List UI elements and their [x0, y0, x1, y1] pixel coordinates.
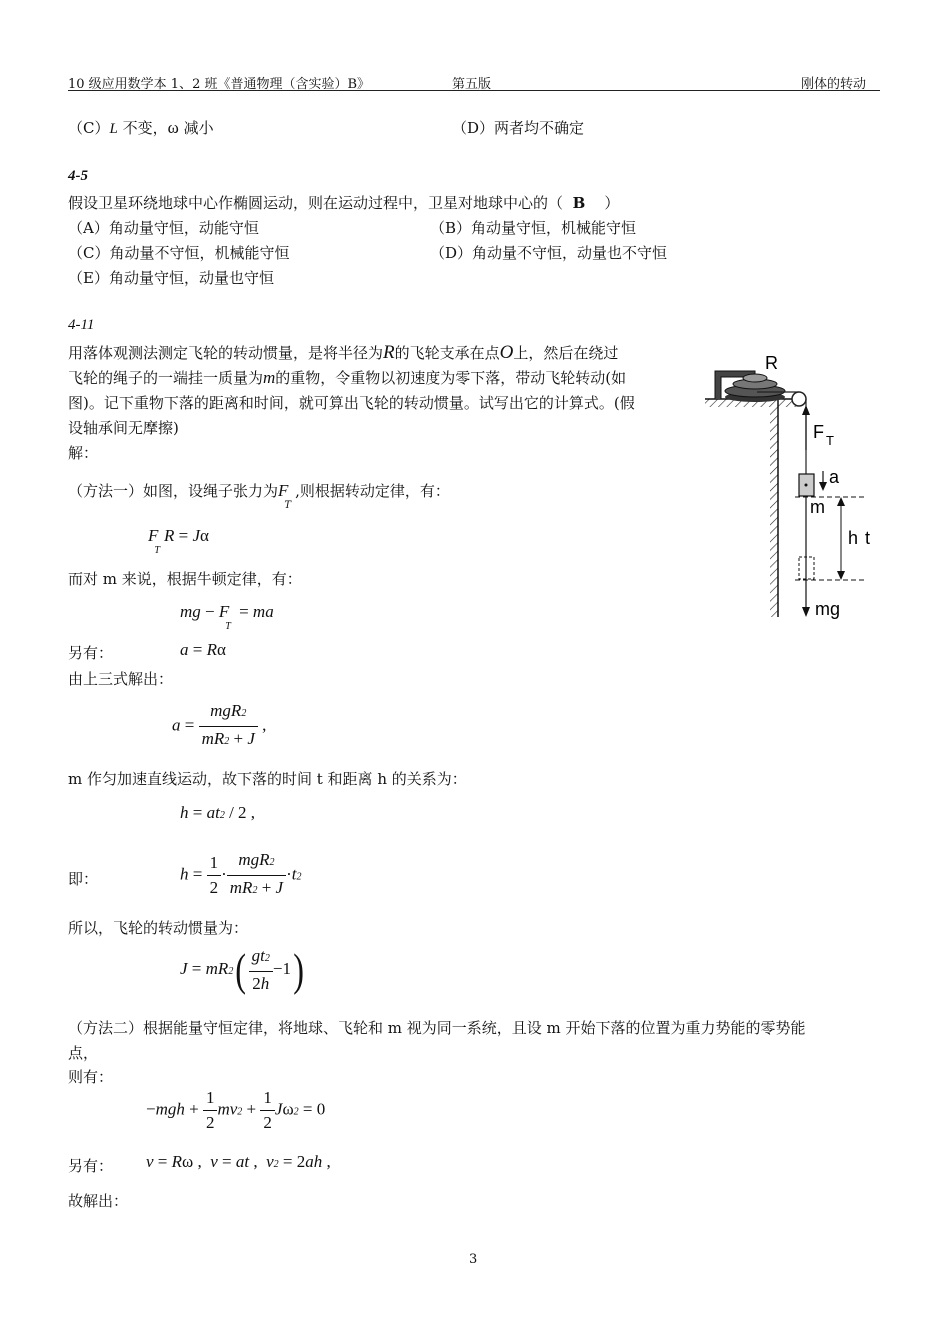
uniform-motion-text: m 作匀加速直线运动，故下落的时间 t 和距离 h 的关系为： — [68, 770, 467, 788]
newton-text: 而对 m 来说，根据牛顿定律，有： — [68, 570, 302, 588]
then-label: 则有： — [68, 1068, 114, 1086]
solution-label: 解： — [68, 444, 99, 462]
label-tension-subscript: T — [826, 433, 834, 448]
page-number: 3 — [469, 1252, 478, 1267]
prev-option-d: （D）两者均不确定 — [452, 119, 585, 137]
q45-answer: B — [572, 194, 586, 212]
equation-constraint: a = Rα — [180, 640, 226, 659]
equation-newton: mg − $F_T$ = ma — [180, 602, 274, 633]
equation-distance: h = at2 / 2 , — [180, 803, 256, 822]
q45-option-d: （D）角动量不守恒，动量也不守恒 — [430, 244, 668, 262]
label-weight: mg — [815, 599, 841, 619]
acceleration-arrowhead — [819, 482, 827, 491]
header-edition: 第五版 — [452, 77, 492, 92]
flywheel-diagram — [695, 345, 895, 630]
method1-intro: （方法一）如图，设绳子张力为$F_T$,则根据转动定律，有： — [68, 481, 450, 511]
label-height: h — [848, 528, 859, 548]
height-arrow-bottom — [837, 571, 845, 580]
label-tension: F — [813, 422, 824, 442]
q45-stem: 假设卫星环绕地球中心作椭圆运动，则在运动过程中，卫星对地球中心的（ B ） — [68, 194, 620, 212]
gravity-arrowhead — [802, 607, 810, 617]
q411-line3: 图)。记下重物下落的距离和时间，就可算出飞轮的转动惯量。试写出它的计算式。(假 — [68, 394, 635, 412]
pulley — [792, 392, 806, 406]
label-radius: R — [765, 353, 778, 373]
header-rule — [68, 90, 880, 91]
label-time: t — [865, 528, 871, 548]
solve-label-2: 故解出： — [68, 1192, 129, 1210]
label-acceleration: a — [829, 467, 840, 487]
q411-line1: 用落体观测法测定飞轮的转动惯量，是将半径为R的飞轮支承在点O上，然后在绕过 — [68, 342, 619, 363]
q411-line2: 飞轮的绳子的一端挂一质量为m的重物，令重物以初速度为零下落，带动飞轮转动(如 — [68, 368, 627, 387]
flywheel-axle-top — [743, 374, 767, 382]
equation-h-t: h = $\frac{1}{2}$ · $\frac{\text{mgR2}}{mR2 + J}$ ·t2 — [180, 850, 302, 897]
q45-option-a: （A）角动量守恒，动能守恒 — [68, 219, 259, 237]
also-label-1: 另有： — [68, 644, 114, 662]
header-course: 10 级应用数学本 1、2 班《普通物理（含实验）B》 — [68, 77, 371, 92]
q45-option-e: （E）角动量守恒，动量也守恒 — [68, 269, 274, 287]
equation-moment-of-inertia: J = mR2( $\frac{gt2}{2h}$ −1) — [180, 944, 304, 995]
q411-label: 4-11 — [68, 317, 95, 333]
label-mass: m — [810, 497, 825, 517]
tension-arrowhead — [802, 405, 810, 415]
solve-text: 由上三式解出： — [68, 670, 174, 688]
q45-option-b: （B）角动量守恒，机械能守恒 — [430, 219, 637, 237]
also-label-2: 另有： — [68, 1157, 114, 1175]
ie-label: 即： — [68, 870, 99, 888]
equation-kinematics: v = Rω , v = at , v2 = 2ah , — [146, 1152, 331, 1171]
therefore-text: 所以，飞轮的转动惯量为： — [68, 919, 249, 937]
prev-option-c: （C）L 不变，ω 减小 — [68, 118, 214, 137]
q45-option-c: （C）角动量不守恒，机械能守恒 — [68, 244, 290, 262]
equation-acceleration: a = $\frac{\text{mgR2}}{mR2 + J}$ , — [172, 701, 267, 748]
equation-rotation: $F_TR = J\alpha$ — [148, 526, 209, 557]
header-chapter: 刚体的转动 — [801, 77, 867, 92]
q45-label: 4-5 — [68, 168, 88, 184]
equation-energy: −mgh + $\frac{1}{2}$ mv2 + $\frac{1}{2}$ Jω2 = 0 — [146, 1088, 326, 1132]
height-arrow-top — [837, 497, 845, 506]
q411-line4: 设轴承间无摩擦) — [68, 419, 179, 437]
method2-intro-line2: 点， — [68, 1044, 99, 1062]
mass-center-dot — [805, 484, 808, 487]
wall-hatch — [770, 407, 778, 617]
method2-intro-line1: （方法二）根据能量守恒定律，将地球、飞轮和 m 视为同一系统，且设 m 开始下落的位置为重力势能的零势能 — [68, 1019, 806, 1037]
